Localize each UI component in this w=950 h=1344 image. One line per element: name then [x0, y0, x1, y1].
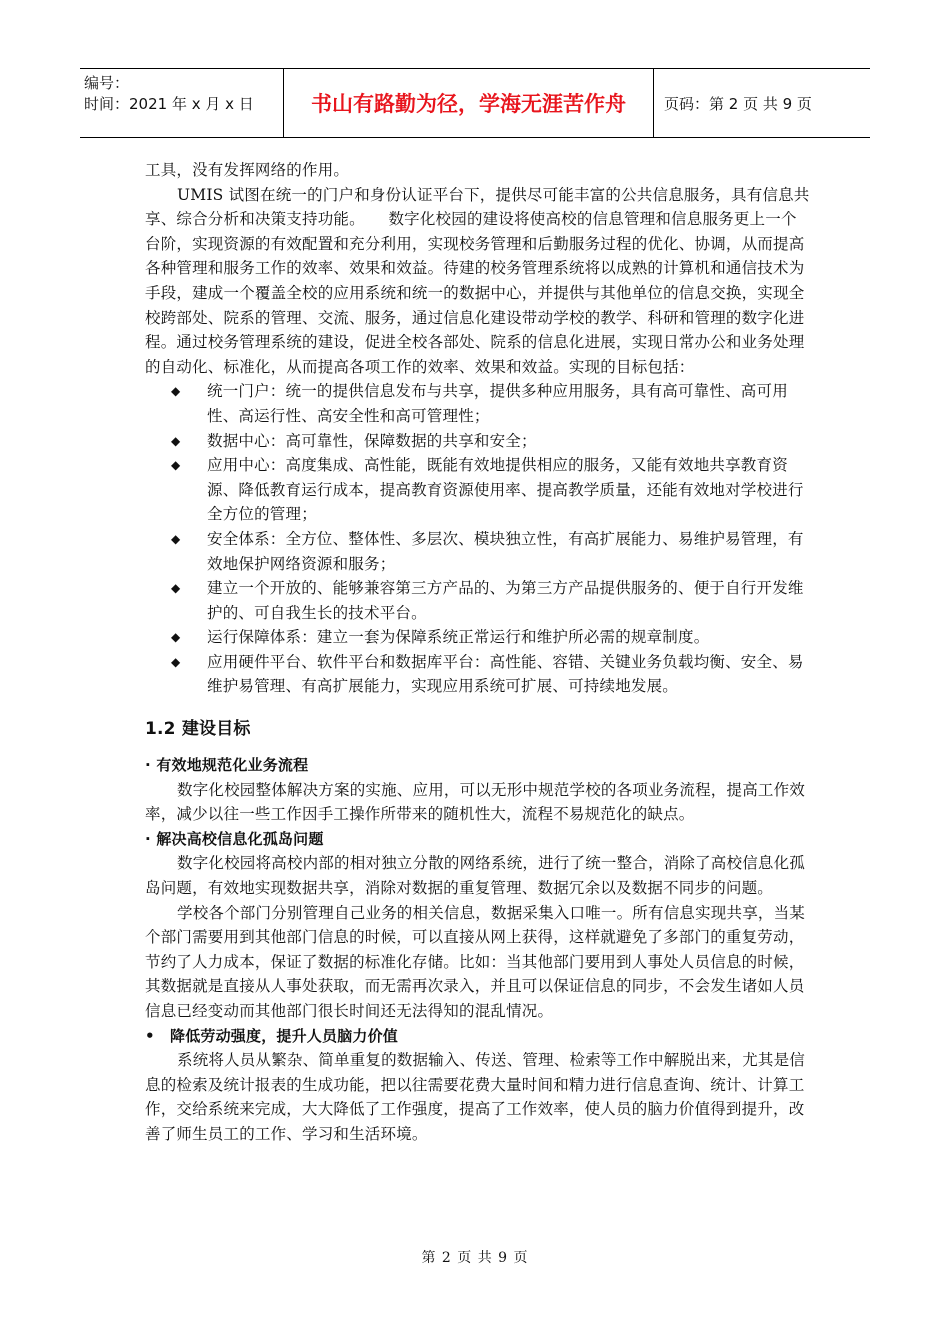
diamond-bullet-icon: ◆ — [171, 384, 181, 399]
subsection-title: • 降低劳动强度，提升人员脑力价值 — [145, 1026, 398, 1045]
page-footer: 第 2 页 共 9 页 — [421, 1250, 529, 1266]
date-label: 时间：2021 年 x 月 x 日 — [84, 95, 254, 113]
number-label: 编号： — [84, 74, 130, 92]
header-meta — [80, 69, 284, 137]
paragraph: 数字化校园整体解决方案的实施、应用，可以无形中规范学校的各项业务流程，提高工作效率，减少以往一些工作因手工操作所带来的随机性大，流程不易规范化的缺点。 — [145, 780, 806, 824]
diamond-bullet-icon: ◆ — [171, 458, 181, 473]
list-item: ◆ 统一门户：统一的提供信息发布与共享，提供多种应用服务，具有高可靠性、高可用性、高运行性、高安全性和高可管理性； — [145, 379, 810, 428]
subsection-title: · 解决高校信息化孤岛问题 — [145, 829, 324, 848]
diamond-bullet-icon: ◆ — [171, 531, 181, 546]
diamond-bullet-icon: ◆ — [171, 433, 181, 448]
document-body — [145, 158, 810, 1147]
diamond-bullet-icon: ◆ — [171, 581, 181, 596]
header-motto: 书山有路勤为径，学海无涯苦作舟 — [284, 69, 654, 137]
diamond-bullet-icon: ◆ — [171, 630, 181, 645]
header-page-label: 页码：第 2 页 共 9 页 — [664, 94, 812, 113]
paragraph: 系统将人员从繁杂、简单重复的数据输入、传送、管理、检索等工作中解脱出来，尤其是信息的检索及统计报表的生成功能，把以往需要花费大量时间和精力进行信息查询、统计、计算工作，交给系统来完成，大大降低了工作强度，提高了工作效率，使人员的脑力价值得到提升，改善了师生员工的工作、学习和生活环境。 — [145, 1051, 806, 1143]
paragraph: UMIS 试图在统一的门户和身份认证平台下，提供尽可能丰富的公共信息服务，具有信息共享、综合分析和决策支持功能。 数字化校园的建设将使高校的信息管理和信息服务更上一个台阶，实现资源的有效配置和充分利用，实现校务管理和后勤服务过程的优化、协调，从而提高各种管理和服务工作的效率、效果和效益。待建的校务管理系统将以成熟的计算机和通信技术为手段，建成一个覆盖全校的应用系统和统一的数据中心，并提供与其他单位的信息交换，实现全校跨部处、院系的管理、交流、服务，通过信息化建设带动学校的教学、科研和管理的数字化进程。通过校务管理系统的建设，促进全校各部处、院系的信息化进展，实现日常办公和业务处理的自动化、标准化，从而提高各项工作的效率、效果和效益。实现的目标包括： — [145, 185, 810, 376]
goal-list — [145, 379, 810, 699]
list-item: ◆ 数据中心：高可靠性，保障数据的共享和安全； — [145, 429, 810, 454]
list-item: ◆ 建立一个开放的、能够兼容第三方产品的、为第三方产品提供服务的、便于自行开发维护的、可自我生长的技术平台。 — [145, 576, 810, 625]
paragraph: 工具，没有发挥网络的作用。 — [145, 161, 350, 179]
paragraph: 学校各个部门分别管理自己业务的相关信息，数据采集入口唯一。所有信息实现共享，当某个部门需要用到其他部门信息的时候，可以直接从网上获得，这样就避免了多部门的重复劳动，节约了人力成本，保证了数据的标准化存储。比如：当其他部门要用到人事处人员信息的时候，其数据就是直接从人事处获取，而无需再次录入，并且可以保证信息的同步，不会发生诸如人员信息已经变动而其他部门很长时间还无法得知的混乱情况。 — [145, 903, 806, 1020]
list-item: ◆ 运行保障体系：建立一套为保障系统正常运行和维护所必需的规章制度。 — [145, 625, 810, 650]
subsection-title: · 有效地规范化业务流程 — [145, 756, 309, 775]
section-title: 1.2 建设目标 — [145, 719, 251, 740]
list-item: ◆ 应用中心：高度集成、高性能，既能有效地提供相应的服务，又能有效地共享教育资源、降低教育运行成本，提高教育资源使用率、提高教学质量，还能有效地对学校进行全方位的管理； — [145, 453, 810, 527]
list-item: ◆ 应用硬件平台、软件平台和数据库平台：高性能、容错、关键业务负载均衡、安全、易维护易管理、有高扩展能力，实现应用系统可扩展、可持续地发展。 — [145, 650, 810, 699]
diamond-bullet-icon: ◆ — [171, 654, 181, 669]
page-header — [80, 68, 870, 138]
paragraph: 数字化校园将高校内部的相对独立分散的网络系统，进行了统一整合，消除了高校信息化孤岛问题，有效地实现数据共享，消除对数据的重复管理、数据冗余以及数据不同步的问题。 — [145, 854, 806, 898]
list-item: ◆ 安全体系：全方位、整体性、多层次、模块独立性，有高扩展能力、易维护易管理，有效地保护网络资源和服务； — [145, 527, 810, 576]
